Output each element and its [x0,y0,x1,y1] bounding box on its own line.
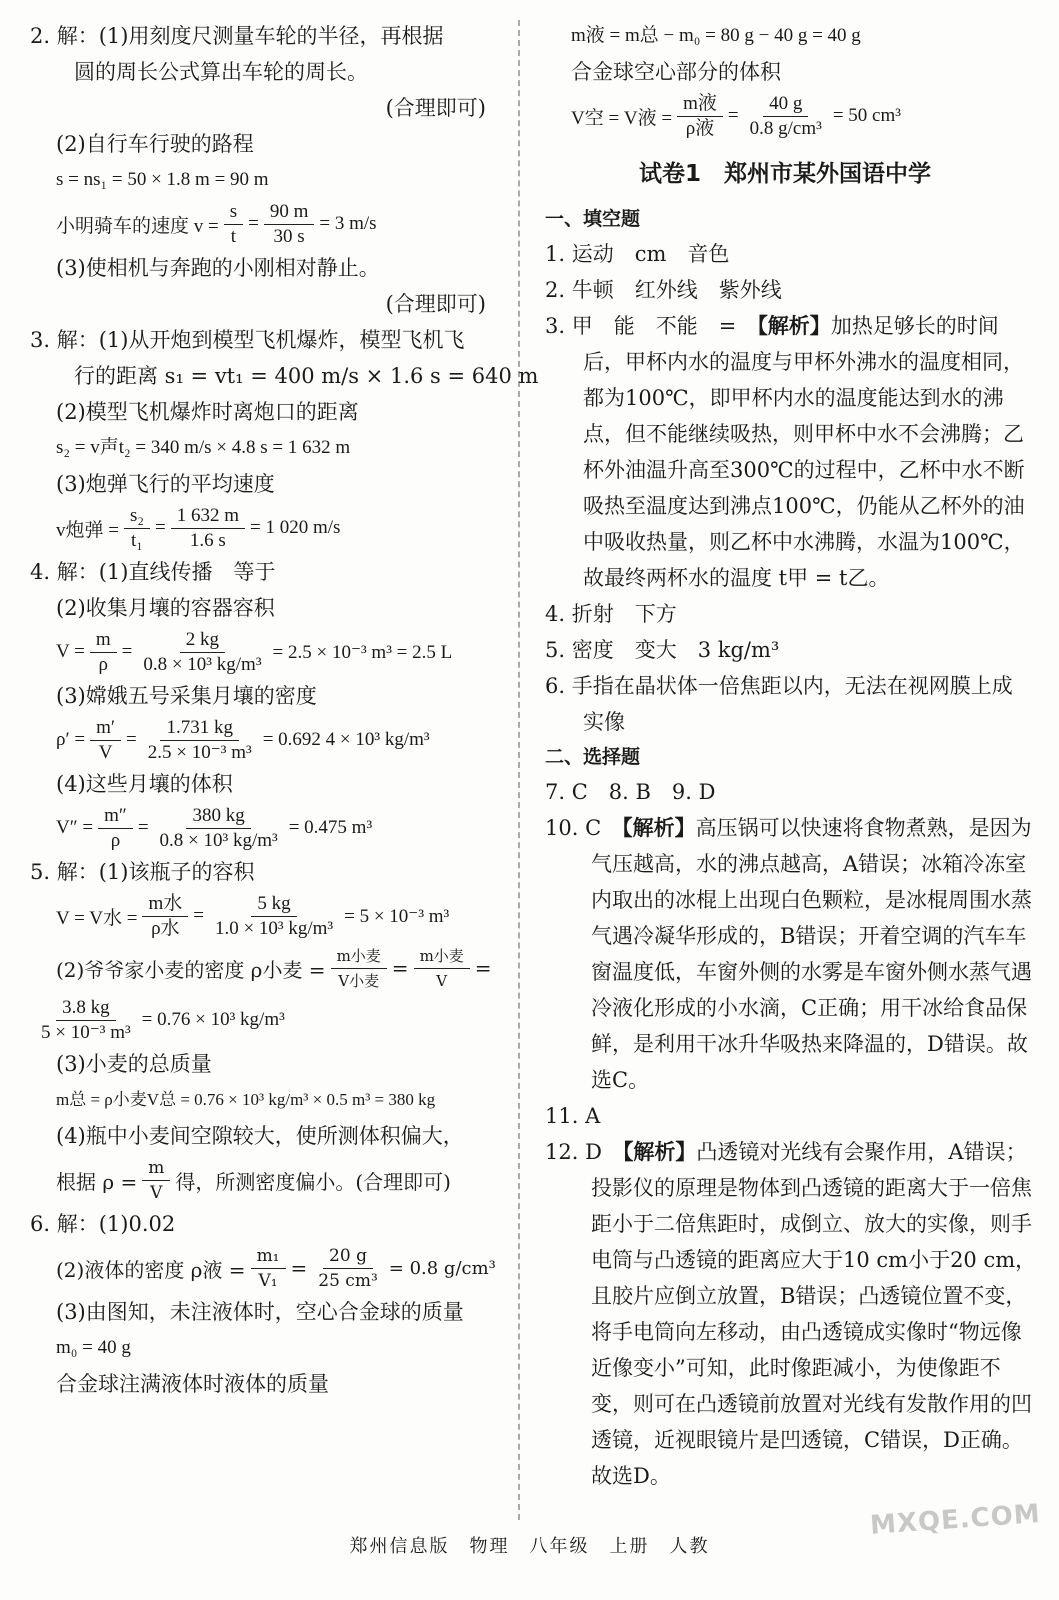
denominator: 25 cm³ [318,1270,378,1291]
numerator: s [224,200,243,225]
analysis-text: 高压锅可以快速将食物煮熟，是因为气压越高，水的沸点越高，A错误；冰箱冷冻室内取出的冰棍上出现白色颗粒，是冰棍周围水蒸气遇冷凝华形成的，B错误；开着空调的汽车车窗温度低，车窗外侧的水雾是车窗外侧水蒸气遇冷液化形成的小水滴，C正确；用干冰给食品保鲜，是利用干冰升华吸热来降温的，D错误。故选C。 [591,816,1032,1092]
eq-prefix: V = V水 = [56,907,138,929]
numerator: m液 [677,92,723,117]
numerator: m″ [98,804,133,829]
q4-density-equation [30,714,500,766]
eq-result: = 0.76 × 10³ kg/m³ [141,1009,285,1030]
analysis-text: 凸透镜对光线有会聚作用，A错误；投影仪的原理是物体到凸透镜的距离大于一倍焦距小于二倍焦距时，成倒立、放大的实像，则手电筒与凸透镜的距离应大于10 cm小于20 cm，且胶片应倒立放置，B错误；凸透镜位置不变，将手电筒向左移动，由凸透镜成实像时“物远像近像变小”可知，此时像距减小，为使像距不变，则可在凸透镜前放置对光线有发散作用的凹透镜，近视眼镜片是凹透镜，C错误，D正确。故选D。 [591,1140,1037,1488]
q2-line-6: (3)使相机与奔跑的小刚相对静止。 [56,256,380,280]
eq-sign: = [193,905,204,926]
fraction [414,944,470,993]
denominator: 0.8 × 10³ kg/m³ [143,653,262,675]
eq-result: = 0.8 g/cm³ [388,1257,496,1279]
numerator: 1.731 kg [160,716,239,741]
numerator: 1 632 m [171,504,245,529]
q3-line-3: (2)模型飞机爆炸时离炮口的距离 [56,400,359,424]
eq-sign: = [248,213,259,234]
answer-3 [545,308,1033,596]
fraction [171,504,245,553]
page-footer: 郑州信息版 物理 八年级 上册 人教 [349,1536,710,1557]
numerator: m₁ [251,1244,286,1269]
fraction [142,1156,170,1205]
fraction [677,92,723,141]
fraction [744,92,828,141]
q2-speed-equation [30,198,500,250]
q2-line-2: 圆的周长公式算出车轮的周长。 [74,60,368,84]
eq-sign: = [121,641,133,662]
q6-line-3: m₀ = 40 g [56,1337,131,1358]
answer-7-9: 7. C 8. B 9. D [545,780,716,804]
fraction [154,804,284,853]
answer-11: 11. A [545,1104,601,1128]
answer-5: 5. 密度 变大 3 kg/m³ [545,638,780,662]
numerator: m [142,1156,170,1181]
numerator: m′ [90,716,121,741]
answer-12 [545,1134,1041,1494]
eq-result: = 0.475 m³ [288,817,373,838]
right-column [545,18,1037,1494]
eq-result: = 0.692 4 × 10³ kg/m³ [262,729,430,750]
eq-sign: = [126,729,137,750]
q5-line-4: (4)瓶中小麦间空隙较大，使所测体积偏大， [56,1124,464,1148]
denominator: ρ [98,653,108,675]
fraction [142,892,188,941]
q2-line-4: s = ns₁ = 50 × 1.8 m = 90 m [56,169,269,190]
answer-head: 12. D [545,1140,623,1164]
eq-sign: = [391,956,409,980]
eq-result: = 50 cm³ [832,105,901,126]
answer-10 [545,810,1041,1098]
analysis-text: 加热足够长的时间后，甲杯内水的温度与甲杯外沸水的温度相同，都为100℃，即甲杯内水的温度能达到水的沸点，但不能继续吸热，则甲杯中水不会沸腾；乙杯外油温升高至300℃的过程中，乙杯中水不断吸热至温度达到沸点100℃，仍能从乙杯外的油中吸收热量，则乙杯中水沸腾，水温为100℃，故最终两杯水的温度 t甲 = t乙。 [583,314,1025,590]
numerator: 40 g [763,92,808,117]
q2-line-3: (2)自行车行驶的路程 [56,132,254,156]
denominator: t₁ [131,529,143,551]
eq-result: = 5 × 10⁻³ m³ [344,905,450,927]
eq-prefix: V″ = [56,817,94,838]
q3-velocity-equation [30,502,500,554]
watermark-logo: MXQE.COM [869,1499,1042,1541]
denominator: 0.8 × 10³ kg/m³ [159,829,278,851]
denominator: V₁ [258,1270,278,1291]
q2-note-2: (合理即可) [385,292,486,316]
fraction [142,716,258,765]
numerator: s₂ [124,504,150,529]
q3-line-4: s₂ = v声t₂ = 340 m/s × 4.8 s = 1 632 m [56,437,351,458]
q5-wheat-density-equation [30,942,500,994]
analysis-tag: 【解析】 [757,314,831,338]
fraction [209,892,339,941]
analysis-tag: 【解析】 [622,1140,697,1164]
eq-prefix: 小明骑车的速度 v = [56,215,219,237]
denominator: V [98,741,113,763]
q3-line-1: 3. 解：(1)从开炮到模型飞机爆炸，模型飞机飞 [30,328,465,352]
fraction [264,200,315,249]
denominator: 0.8 g/cm³ [749,117,822,139]
q4-volume-equation [30,626,500,678]
eq-result: = 1 020 m/s [250,517,341,538]
q5-bottle-volume-equation [30,890,500,942]
answer-2: 2. 牛顿 红外线 紫外线 [545,278,782,302]
numerator: m水 [142,892,188,917]
eq-sign: = [474,956,492,980]
column-divider [518,20,520,1520]
denominator: 2.5 × 10⁻³ m³ [147,741,252,763]
q5-line-1: 5. 解：(1)该瓶子的容积 [30,860,255,884]
fraction [224,200,243,249]
numerator: 2 kg [180,628,225,653]
denominator: t [230,225,237,247]
fraction [90,716,121,765]
q4-line-2: (2)收集月壤的容器容积 [56,596,275,620]
eq-prefix: v炮弹 = [56,519,119,541]
q3-line-5: (3)炮弹飞行的平均速度 [56,472,275,496]
fraction [35,996,137,1045]
numerator: 20 g [323,1244,373,1269]
q2-line-1: 2. 解：(1)用刻度尺测量车轮的半径，再根据 [30,24,444,48]
denominator: 1.0 × 10³ kg/m³ [214,917,334,939]
fraction [124,504,150,553]
q6-density-equation [30,1242,500,1294]
denominator: V [436,971,448,990]
q4-line-4: (4)这些月壤的体积 [56,772,233,796]
q6-line-4: 合金球注满液体时液体的质量 [56,1372,329,1396]
analysis-tag: 【解析】 [622,816,696,840]
eq-prefix: (2)液体的密度 ρ液 = [56,1257,246,1282]
numerator: 5 kg [251,892,296,917]
denominator: ρ液 [685,117,715,139]
eq-sign: = [290,1256,308,1280]
numerator: 3.8 kg [56,996,116,1021]
fraction [331,944,387,993]
numerator: 90 m [264,200,315,225]
denominator: 1.6 s [189,529,226,551]
answer-head: 10. C [545,816,623,840]
eq-result: = 3 m/s [319,213,377,234]
q3-line-2: 行的距离 s₁ = vt₁ = 400 m/s × 1.6 s = 640 m [74,364,539,388]
eq-suffix: 得，所测密度偏小。(合理即可) [175,1169,451,1194]
q6-line-2: (3)由图知，未注液体时，空心合金球的质量 [56,1300,464,1324]
denominator: 5 × 10⁻³ m³ [41,1021,131,1043]
answer-1: 1. 运动 cm 音色 [545,242,730,266]
denominator: 30 s [273,225,305,247]
numerator: m [90,628,117,653]
eq-prefix: (2)爷爷家小麦的密度 ρ小麦 = [56,957,326,982]
q2-note-1: (合理即可) [385,96,486,120]
eq-prefix: V空 = V液 = [571,107,673,129]
answer-6: 6. 手指在晶状体一倍焦距以内，无法在视网膜上成实像 [545,674,1013,734]
q5-line-2: (3)小麦的总质量 [56,1052,212,1076]
eq-prefix: ρ′ = [56,729,86,750]
section-heading-fill-blank: 一、填空题 [545,208,641,230]
fraction [312,1244,384,1293]
answer-4: 4. 折射 下方 [545,602,677,626]
q5-wheat-density-result [30,994,500,1046]
numerator: m小麦 [414,944,470,969]
section-heading-choice: 二、选择题 [545,746,641,768]
left-column [30,18,539,1402]
fraction [251,1244,286,1293]
denominator: ρ [110,829,121,851]
q4-line-1: 4. 解：(1)直线传播 等于 [30,560,276,584]
denominator: ρ水 [151,917,180,939]
q5-line-3: m总 = ρ小麦V总 = 0.76 × 10³ kg/m³ × 0.5 m³ = 380 kg [56,1090,436,1109]
section-title: 试卷1 郑州市某外国语中学 [638,161,931,187]
q4-moon-volume-equation [30,802,500,854]
q5-conclusion [30,1154,500,1206]
numerator: m小麦 [331,944,387,969]
eq-sign: = [727,105,739,126]
eq-prefix: 根据 ρ = [56,1169,138,1194]
eq-sign: = [137,817,149,838]
q4-line-3: (3)嫦娥五号采集月壤的密度 [56,684,317,708]
fraction [137,628,267,677]
fraction [98,804,133,853]
eq-sign: = [155,517,166,538]
r-top-line-1: m液 = m总 − m₀ = 80 g − 40 g = 40 g [571,25,861,46]
r-hollow-volume-equation [545,90,1025,142]
denominator: V [150,1182,163,1203]
fraction [90,628,117,677]
eq-prefix: V = [56,641,85,662]
q6-line-1: 6. 解：(1)0.02 [30,1212,176,1236]
denominator: V小麦 [338,971,380,990]
answer-head: 3. 甲 能 不能 = [545,314,758,338]
r-top-line-2: 合金球空心部分的体积 [571,60,781,84]
numerator: 380 kg [186,804,250,829]
eq-result: = 2.5 × 10⁻³ m³ = 2.5 L [272,641,453,663]
